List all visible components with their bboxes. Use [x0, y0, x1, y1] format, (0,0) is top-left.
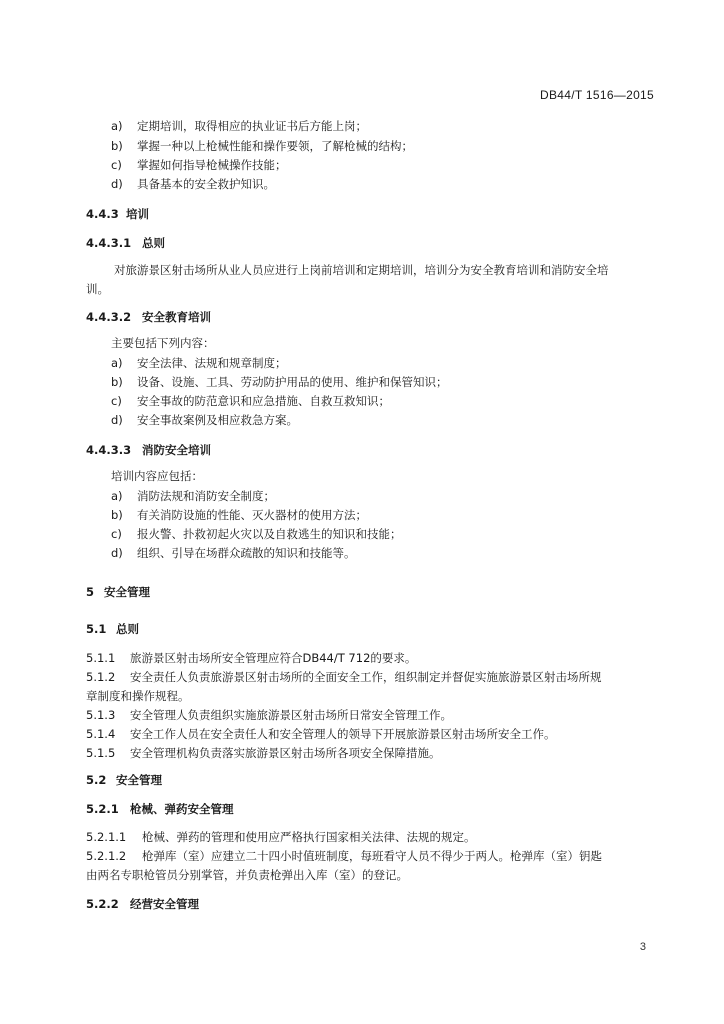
clause-number: 5.2.1.2 [86, 849, 127, 863]
list-text: 消防法规和消防安全制度； [137, 489, 275, 503]
list-text: 掌握一种以上枪械性能和操作要领，了解枪械的结构； [137, 139, 413, 153]
clause-number: 5.1.3 [86, 708, 116, 722]
list-marker: c) [111, 158, 122, 172]
list-item [111, 393, 390, 409]
clause-number: 5.1.4 [86, 727, 116, 741]
section-title: 总则 [142, 236, 165, 250]
clause-text: 安全工作人员在安全责任人和安全管理人的领导下开展旅游景区射击场所安全工作。 [130, 727, 556, 741]
list-text: 具备基本的安全救护知识。 [137, 177, 275, 191]
clause-text: 安全责任人负责旅游景区射击场所的全面安全工作，组织制定并督促实施旅游景区射击场所规 [130, 670, 602, 684]
list-marker: a) [111, 356, 123, 370]
list-text: 组织、引导在场群众疏散的知识和技能等。 [137, 546, 356, 560]
list-item [111, 118, 367, 134]
list-text: 掌握如何指导枪械操作技能； [137, 158, 287, 172]
list-marker: b) [111, 508, 123, 522]
list-text: 设备、设施、工具、劳动防护用品的使用、维护和保管知识； [137, 375, 448, 389]
intro-text: 培训内容应包括： [111, 469, 203, 483]
section-number: 4.4.3.3 [86, 443, 132, 457]
list-item [111, 374, 448, 390]
clause [86, 650, 416, 666]
section-title: 总则 [116, 622, 139, 636]
clause [86, 726, 556, 742]
section-heading-5-2-2 [86, 896, 199, 912]
clause-number: 5.1.1 [86, 651, 116, 665]
list-text: 安全事故的防范意识和应急措施、自救互救知识； [137, 394, 390, 408]
paragraph-line: 对旅游景区射击场所从业人员应进行上岗前培训和定期培训，培训分为安全教育培训和消防安全培 [114, 263, 609, 277]
section-title: 安全教育培训 [142, 310, 211, 324]
list-text: 安全法律、法规和规章制度； [137, 356, 287, 370]
section-title: 安全管理 [116, 773, 162, 787]
list-marker: a) [111, 489, 123, 503]
section-heading-4-4-3-1 [86, 235, 165, 251]
section-title: 培训 [126, 207, 149, 221]
list-item [111, 412, 298, 428]
clause-number: 5.1.5 [86, 746, 116, 760]
section-number: 4.4.3 [86, 207, 119, 221]
list-marker: d) [111, 546, 123, 560]
list-item [111, 507, 367, 523]
document-number: DB44/T 1516—2015 [540, 88, 654, 102]
list-text: 有关消防设施的性能、灭火器材的使用方法； [137, 508, 367, 522]
list-item [111, 138, 413, 154]
list-marker: b) [111, 139, 123, 153]
section-number: 4.4.3.2 [86, 310, 132, 324]
list-marker: a) [111, 119, 123, 133]
section-heading-4-4-3 [86, 206, 149, 222]
clause [86, 745, 441, 761]
section-heading-5-1 [86, 621, 139, 637]
clause-text: 枪弹库（室）应建立二十四小时值班制度，每班看守人员不得少于两人。枪弹库（室）钥匙 [142, 849, 602, 863]
section-number: 4.4.3.1 [86, 236, 132, 250]
section-number: 5.2.2 [86, 897, 119, 911]
list-marker: c) [111, 527, 122, 541]
list-marker: d) [111, 177, 123, 191]
clause-text: 安全管理机构负责落实旅游景区射击场所各项安全保障措施。 [130, 746, 441, 760]
section-title: 消防安全培训 [142, 443, 211, 457]
clause [86, 707, 452, 723]
clause-text: 旅游景区射击场所安全管理应符合DB44/T 712的要求。 [130, 651, 417, 665]
page-number: 3 [639, 941, 646, 953]
clause-text: 枪械、弹药的管理和使用应严格执行国家相关法律、法规的规定。 [142, 830, 476, 844]
clause-text: 安全管理人负责组织实施旅游景区射击场所日常安全管理工作。 [130, 708, 452, 722]
list-marker: b) [111, 375, 123, 389]
paragraph-line: 训。 [86, 282, 109, 296]
clause-continuation: 章制度和操作规程。 [86, 689, 190, 703]
section-title: 经营安全管理 [130, 897, 199, 911]
section-title: 枪械、弹药安全管理 [130, 802, 234, 816]
list-item [111, 488, 275, 504]
clause-number: 5.2.1.1 [86, 830, 127, 844]
section-number: 5 [86, 585, 95, 599]
section-number: 5.2 [86, 773, 107, 787]
section-heading-5-2 [86, 772, 162, 788]
clause [86, 848, 602, 864]
clause [86, 669, 602, 685]
section-heading-4-4-3-2 [86, 309, 211, 325]
section-heading-4-4-3-3 [86, 442, 211, 458]
section-heading-5-2-1 [86, 801, 234, 817]
list-text: 定期培训，取得相应的执业证书后方能上岗； [137, 119, 367, 133]
list-item [111, 176, 275, 192]
list-marker: d) [111, 413, 123, 427]
clause-continuation: 由两名专职枪管员分别掌管，并负责枪弹出入库（室）的登记。 [86, 868, 408, 882]
list-item [111, 355, 287, 371]
section-number: 5.2.1 [86, 802, 119, 816]
list-item [111, 545, 356, 561]
section-heading-5 [86, 584, 150, 600]
list-text: 报火警、扑救初起火灾以及自救逃生的知识和技能； [137, 527, 402, 541]
intro-text: 主要包括下列内容： [111, 336, 215, 350]
clause [86, 829, 476, 845]
list-item [111, 526, 402, 542]
list-marker: c) [111, 394, 122, 408]
section-title: 安全管理 [104, 585, 150, 599]
clause-number: 5.1.2 [86, 670, 116, 684]
list-item [111, 157, 287, 173]
list-text: 安全事故案例及相应救急方案。 [137, 413, 298, 427]
section-number: 5.1 [86, 622, 107, 636]
